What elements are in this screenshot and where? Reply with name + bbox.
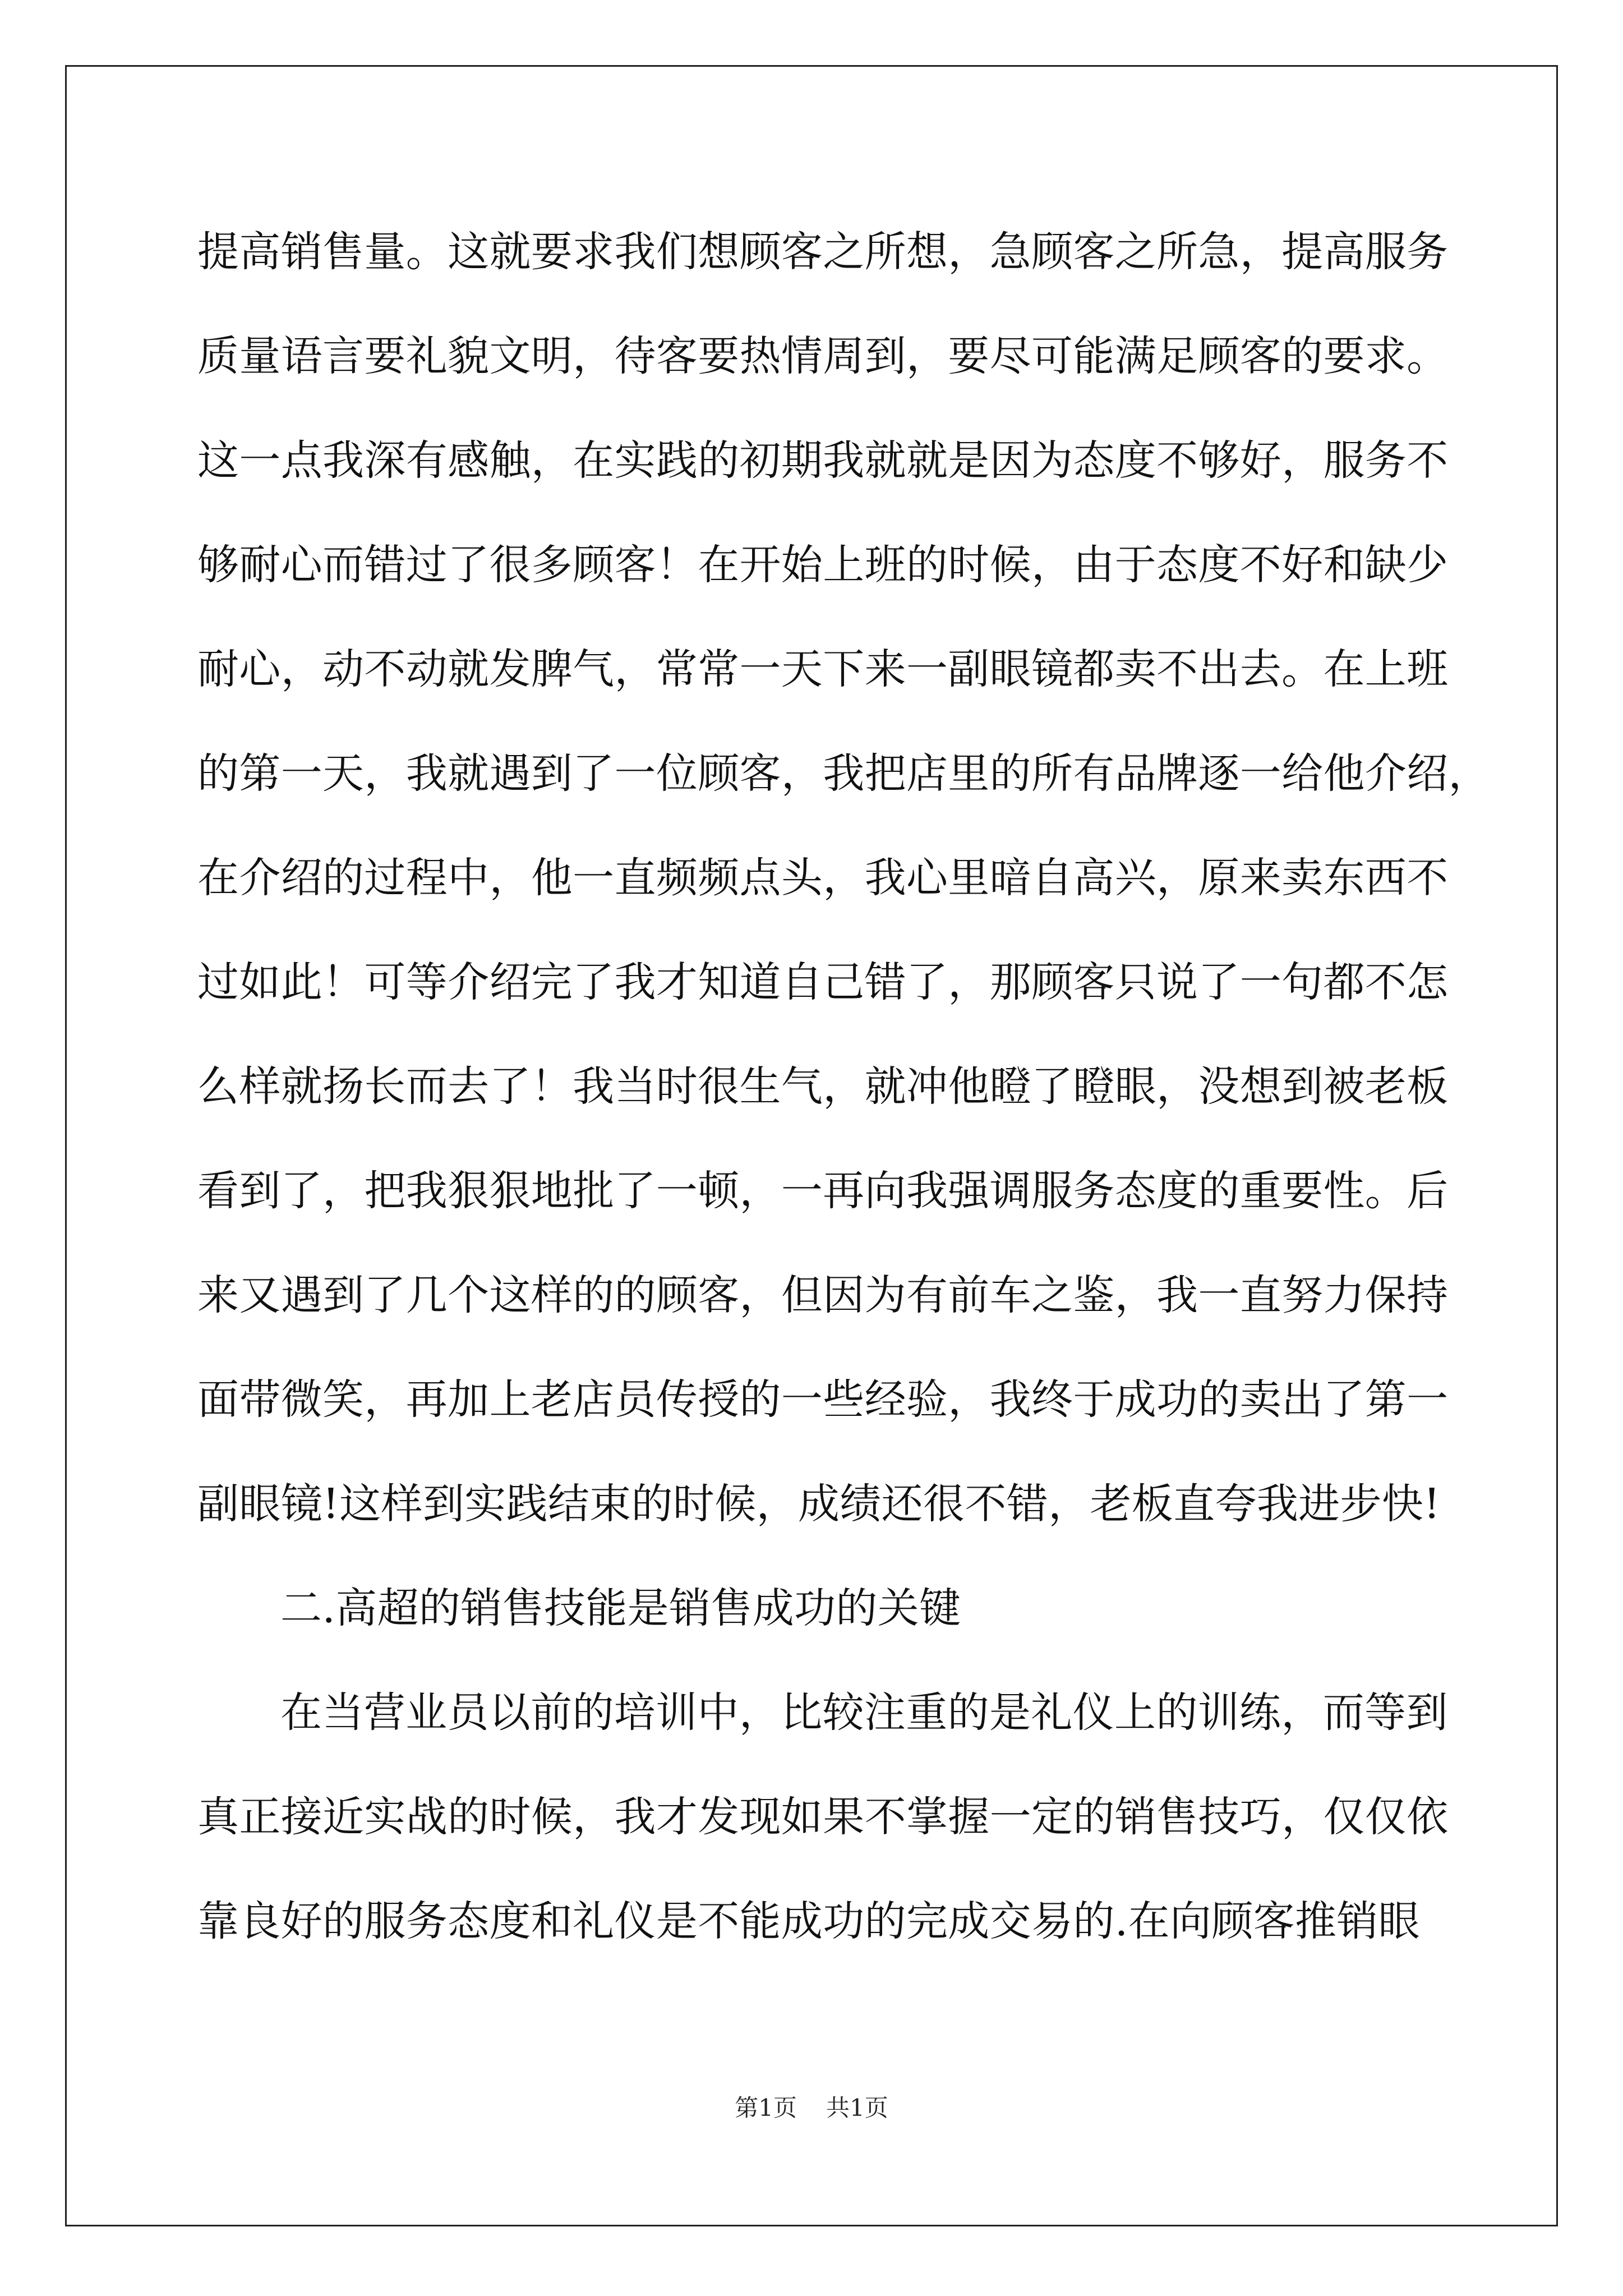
- text-line: 靠良好的服务态度和礼仪是不能成功的完成交易的.在向顾客推销眼: [197, 1897, 1421, 1945]
- paragraph-first-line: 在当营业员以前的培训中，比较注重的是礼仪上的训练，而等到: [280, 1688, 1448, 1737]
- text-line: 提高销售量。这就要求我们想顾客之所想，急顾客之所急，提高服务: [197, 228, 1449, 276]
- text-line: 在介绍的过程中，他一直频频点头，我心里暗自高兴，原来卖东西不: [197, 854, 1449, 902]
- text-line: 真正接近实战的时候，我才发现如果不掌握一定的销售技巧，仅仅依: [197, 1793, 1449, 1841]
- text-line: 看到了，把我狠狠地批了一顿，一再向我强调服务态度的重要性。后: [197, 1167, 1449, 1215]
- text-line: 耐心，动不动就发脾气，常常一天下来一副眼镜都卖不出去。在上班: [197, 645, 1449, 693]
- text-line: 面带微笑，再加上老店员传授的一些经验，我终于成功的卖出了第一: [197, 1375, 1449, 1424]
- document-body: [197, 218, 1490, 1991]
- text-line: 够耐心而错过了很多顾客！在开始上班的时候，由于态度不好和缺少: [197, 541, 1449, 589]
- text-line: 质量语言要礼貌文明，待客要热情周到，要尽可能满足顾客的要求。: [197, 332, 1449, 380]
- text-line: 过如此！可等介绍完了我才知道自己错了，那顾客只说了一句都不怎: [197, 958, 1449, 1006]
- text-line: 来又遇到了几个这样的的顾客，但因为有前车之鉴，我一直努力保持: [197, 1271, 1449, 1319]
- page-footer: [0, 2092, 1623, 2124]
- page-total: 共1页: [826, 2094, 888, 2122]
- text-line: 这一点我深有感触，在实践的初期我就就是因为态度不够好，服务不: [197, 436, 1449, 485]
- text-line: 的第一天，我就遇到了一位顾客，我把店里的所有品牌逐一给他介绍，: [197, 749, 1490, 798]
- text-line: 副眼镜!这样到实践结束的时候，成绩还很不错，老板直夸我进步快!: [197, 1480, 1441, 1528]
- page-number: 第1页: [735, 2094, 797, 2122]
- section-heading: 二.高超的销售技能是销售成功的关键: [280, 1584, 961, 1632]
- text-line: 么样就扬长而去了！我当时很生气，就冲他瞪了瞪眼，没想到被老板: [197, 1062, 1449, 1111]
